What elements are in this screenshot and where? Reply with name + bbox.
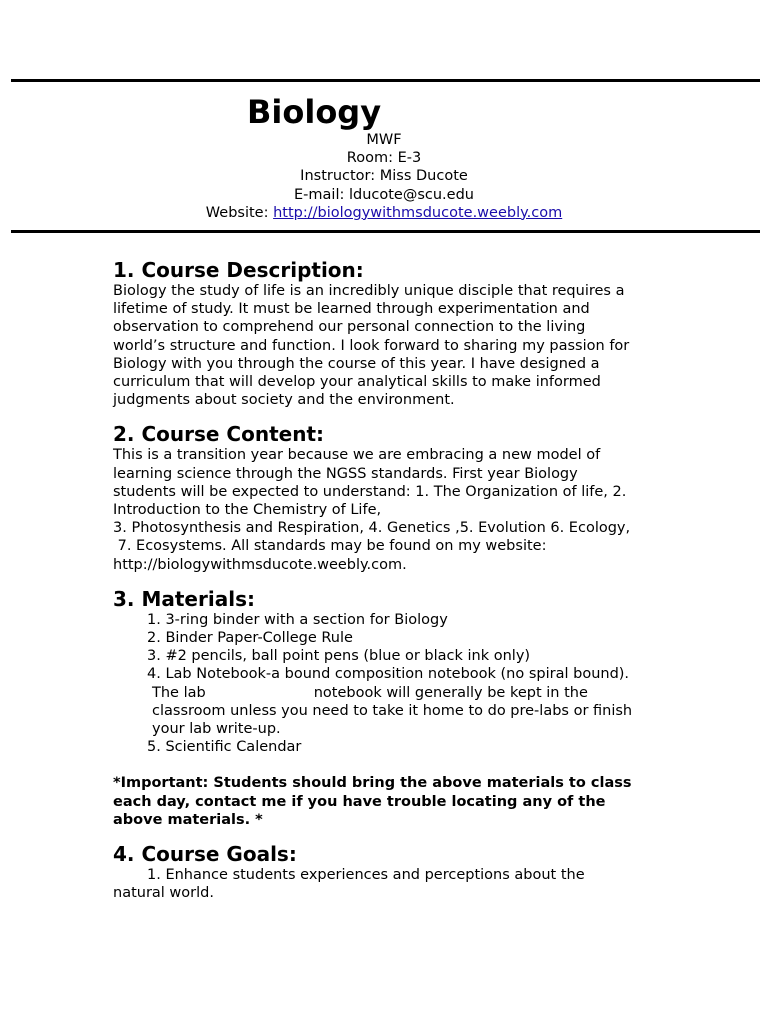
goals-list: [113, 866, 763, 902]
materials-heading: 3. Materials:: [113, 586, 255, 611]
list-item: 2. Binder Paper-College Rule: [147, 630, 353, 647]
content-line: Introduction to the Chemistry of Life,: [113, 502, 382, 519]
list-item-continuation: classroom unless you need to take it home to do pre-labs or finish: [152, 702, 633, 719]
description-line: observation to comprehend our personal connection to the living: [113, 319, 586, 336]
list-item: 1. 3-ring binder with a section for Biology: [147, 611, 448, 628]
list-item-continuation: natural world.: [113, 885, 214, 902]
website-link[interactable]: http://biologywithmsducote.weebly.com: [273, 204, 563, 221]
course-goals-section: [113, 842, 763, 902]
important-line: above materials. *: [113, 811, 263, 828]
course-content-section: [113, 422, 763, 573]
email-text: E-mail: lducote@scu.edu: [294, 186, 474, 203]
content-line: This is a transition year because we are embracing a new model of: [113, 447, 601, 464]
description-line: Biology with you through the course of this year. I have designed a: [113, 355, 600, 372]
website-line: [0, 204, 768, 222]
description-line: judgments about society and the environment.: [113, 392, 455, 409]
description-line: curriculum that will develop your analytical skills to make informed: [113, 374, 601, 391]
content-line: students will be expected to understand: 1. The Organization of life, 2.: [113, 483, 627, 500]
course-description-heading: 1. Course Description:: [113, 258, 364, 282]
list-item: 1. Enhance students experiences and perceptions about the: [147, 867, 585, 884]
schedule-text: MWF: [366, 132, 402, 148]
important-note: [113, 774, 763, 829]
course-description-section: [113, 258, 763, 409]
description-line: world’s structure and function. I look forward to sharing my passion for: [113, 337, 630, 354]
header-top-rule: [11, 79, 760, 82]
materials-list: [113, 611, 763, 757]
header-bottom-rule: [11, 230, 760, 233]
content-line: 3. Photosynthesis and Respiration, 4. Genetics ,5. Evolution 6. Ecology,: [113, 520, 631, 537]
list-item: 4. Lab Notebook-a bound composition notebook (no spiral bound).: [147, 666, 630, 683]
course-description-text: [113, 282, 763, 409]
list-item-continuation: [113, 684, 763, 702]
content-line: http://biologywithmsducote.weebly.com.: [113, 556, 407, 573]
list-item: 5. Scientific Calendar: [147, 739, 302, 756]
description-line: lifetime of study. It must be learned through experimentation and: [113, 301, 590, 318]
important-line: each day, contact me if you have trouble locating any of the: [113, 793, 606, 810]
description-line: Biology the study of life is an incredibly unique disciple that requires a: [113, 283, 625, 299]
course-header-info: [0, 131, 768, 222]
content-line: learning science through the NGSS standards. First year Biology: [113, 465, 578, 482]
content-line: 7. Ecosystems. All standards may be found on my website:: [113, 538, 547, 555]
website-label: Website:: [205, 204, 274, 221]
page-title: Biology: [247, 93, 382, 131]
materials-section: [113, 587, 763, 829]
syllabus-body: [113, 258, 763, 902]
list-item-fragment: The lab: [152, 684, 206, 701]
list-item-fragment: notebook will generally be kept in the: [313, 684, 588, 701]
instructor-text: Instructor: Miss Ducote: [300, 168, 468, 185]
room-text: Room: E-3: [346, 150, 422, 167]
important-line: *Important: Students should bring the above materials to class: [113, 775, 632, 792]
course-goals-heading: 4. Course Goals:: [113, 842, 297, 867]
list-item-continuation: your lab write-up.: [152, 721, 281, 738]
list-item: 3. #2 pencils, ball point pens (blue or black ink only): [147, 648, 531, 665]
course-content-text: [113, 446, 763, 573]
course-content-heading: 2. Course Content:: [113, 422, 325, 447]
